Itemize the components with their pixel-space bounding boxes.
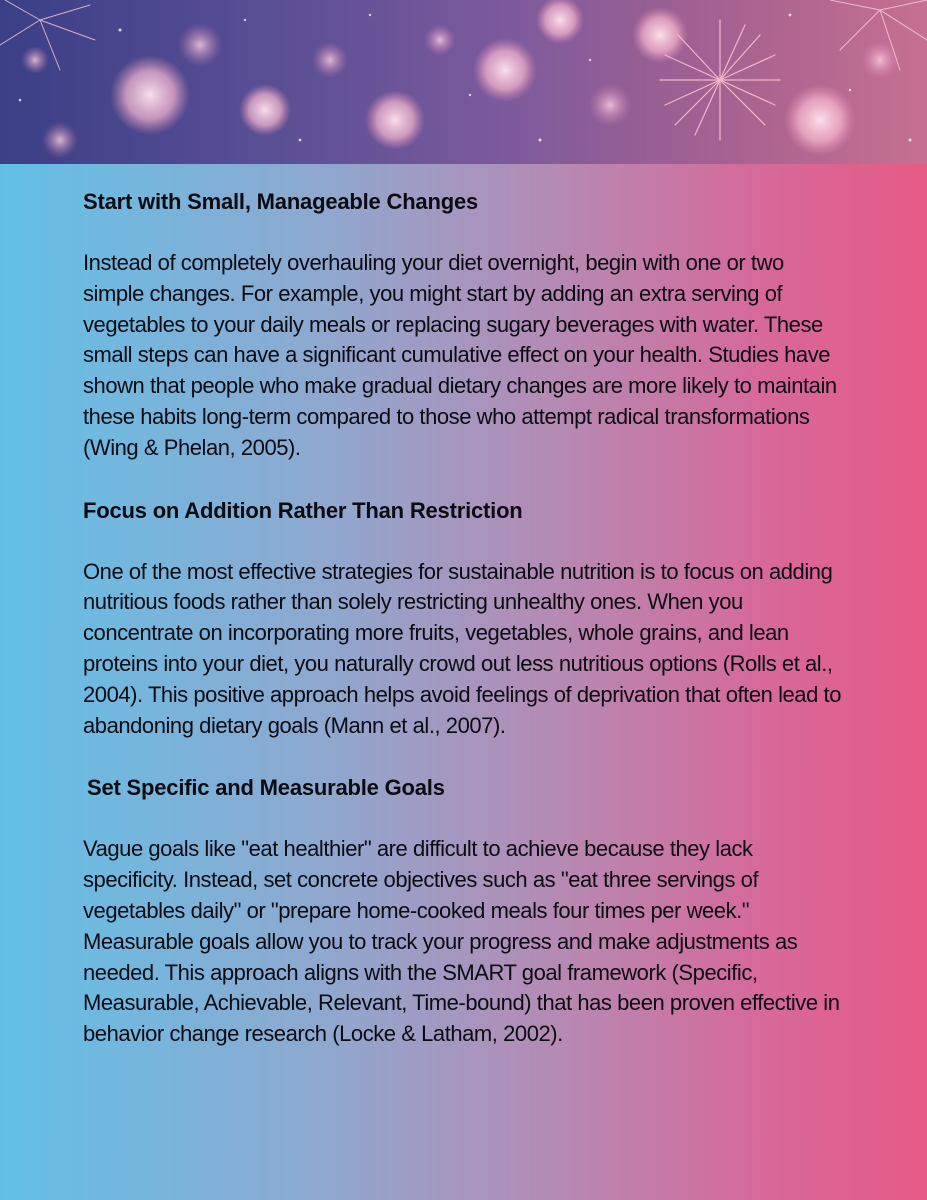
section-heading-goals: Set Specific and Measurable Goals bbox=[87, 775, 445, 801]
section-body-addition: One of the most effective strategies for sustainable nutrition is to focus on adding nutritious foods rather than solely restricting unhealthy ones. When you concentrate on incorporating more fruits, vegetables, whole grains, and lean proteins into your diet, you naturally crowd out less nutritious options (Rolls et al., 2004). This positive approach helps avoid feelings of deprivation that often lead to abandoning dietary goals (Mann et al., 2007). bbox=[83, 558, 841, 738]
fireworks-bokeh-illustration bbox=[0, 0, 927, 164]
fireworks-banner-image bbox=[0, 0, 927, 164]
section-body-goals: Vague goals like "eat healthier" are difficult to achieve because they lack specificity. Instead, set concrete objectives such as "eat three servings of vegetables daily" or "prepare home-cooked meals four times per week." Measurable goals allow you to track your progress and make adjustments as needed. This approach aligns with the SMART goal framework (Specific, Measurable, Achievable, Relevant, Time-bound) that has been proven effective in behavior change research (Locke & Latham, 2002). bbox=[83, 836, 840, 1047]
section-body-small-changes: Instead of completely overhauling your diet overnight, begin with one or two simple changes. For example, you might start by adding an extra serving of vegetables to your daily meals or replacing sugary beverages with water. These small steps can have a significant cumulative effect on your health. Studies have shown that people who make gradual dietary changes are more likely to maintain these habits long-term compared to those who attempt radical transformations (Wing & Phelan, 2005). bbox=[83, 250, 837, 460]
section-heading-addition: Focus on Addition Rather Than Restriction bbox=[83, 497, 523, 523]
article-content bbox=[83, 186, 843, 1081]
section-heading-small-changes: Start with Small, Manageable Changes bbox=[83, 189, 479, 214]
